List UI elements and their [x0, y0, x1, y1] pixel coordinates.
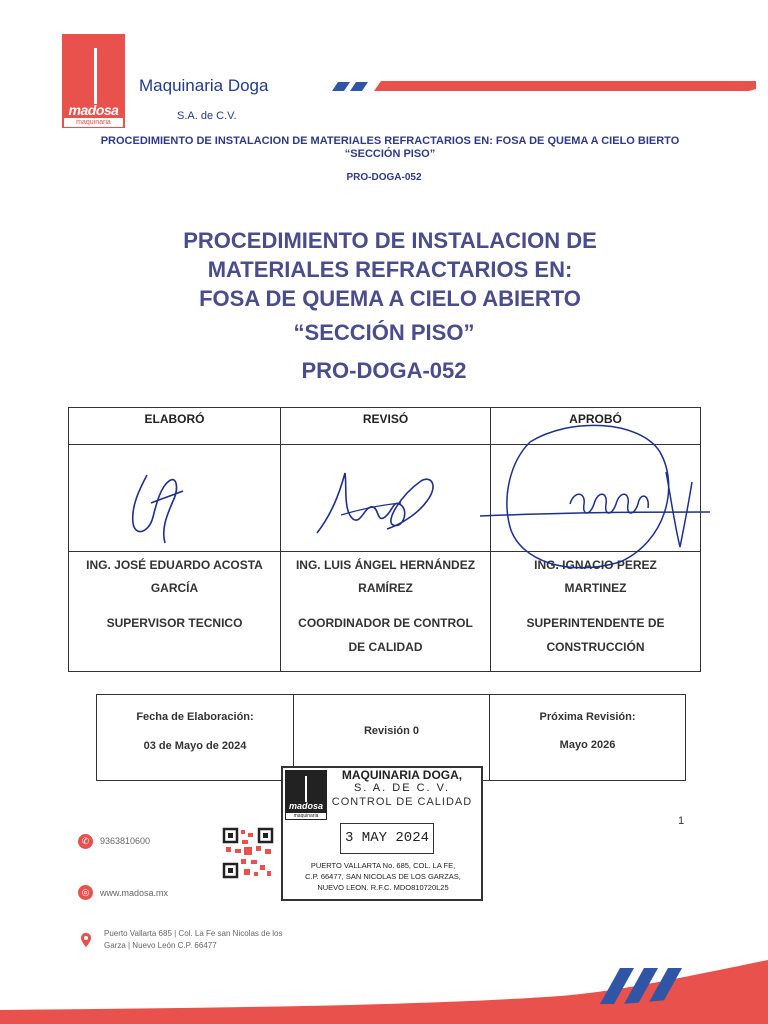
signature-column-reviso	[280, 408, 490, 671]
qr-code[interactable]	[222, 827, 274, 879]
revision-number: Revisión 0	[363, 725, 420, 737]
next-revision-label: Próxima Revisión:	[539, 711, 636, 723]
signer-name-line: ING. LUIS ÁNGEL HERNÁNDEZ	[295, 558, 476, 572]
main-title	[80, 226, 700, 313]
handwritten-signature	[69, 445, 280, 551]
document-code: PRO-DOGA-052	[301, 358, 467, 383]
signer-role-line: SUPERVISOR TECNICO	[106, 616, 243, 630]
signature-box	[281, 445, 490, 552]
section-title: “SECCIÓN PISO”	[293, 320, 475, 345]
header-title-line: PROCEDIMIENTO DE INSTALACION DE MATERIALES REFRACTARIOS EN: FOSA DE QUEMA A CIELO BIERTO	[100, 135, 680, 147]
signer-name-line: GARCÍA	[150, 581, 199, 595]
next-revision-value: Mayo 2026	[559, 739, 616, 751]
footer-website[interactable]: www.madosa.mx	[100, 888, 169, 898]
signer-role-line: COORDINADOR DE CONTROL	[298, 616, 473, 630]
signer-name-line: MARTINEZ	[564, 581, 627, 595]
logo-subtitle: maquinaria	[64, 118, 123, 127]
signer-name-line: ING. JOSÉ EDUARDO ACOSTA	[86, 558, 263, 572]
stamp-company-suffix: S. A. DE C. V.	[353, 782, 451, 794]
stamp-logo-wordmark: madosa	[288, 801, 323, 811]
signer-name	[285, 554, 486, 600]
signer-name-line: ING. IGNACIO PEREZ	[534, 558, 657, 572]
signature-header: APROBÓ	[491, 408, 700, 445]
stamp-company-name: MAQUINARIA DOGA,	[341, 768, 463, 782]
company-logo	[62, 34, 125, 128]
stamp-logo-subtitle: maquinaria	[286, 813, 326, 819]
stamp-address	[286, 860, 480, 893]
page-number: 1	[678, 815, 685, 827]
signature-header: REVISÓ	[281, 408, 490, 445]
signer-role-line: SUPERINTENDENTE DE	[526, 616, 665, 630]
elaboration-date-value: 03 de Mayo de 2024	[143, 740, 247, 752]
signer-role-line: CONSTRUCCIÓN	[546, 640, 645, 654]
globe-icon: ◎	[78, 885, 93, 900]
main-title-line: MATERIALES REFRACTARIOS EN:	[207, 257, 573, 282]
stamp-logo	[285, 770, 327, 820]
main-title-line: FOSA DE QUEMA A CIELO ABIERTO	[199, 286, 581, 311]
footer-wave-decoration	[0, 950, 768, 1024]
elaboration-date-cell	[97, 695, 293, 780]
header-document-title	[70, 135, 710, 161]
footer-phone: 9363810600	[100, 836, 151, 846]
handwritten-signature	[281, 445, 491, 551]
header-document-code: PRO-DOGA-052	[346, 172, 422, 183]
stamp-address-line: NUEVO LEON. R.F.C. MDO810720L25	[317, 883, 449, 892]
stamp-address-line: C.P. 66477, SAN NICOLAS DE LOS GARZAS,	[305, 872, 461, 881]
header-stripe-decoration	[328, 79, 756, 93]
signer-name	[73, 554, 276, 600]
logo-wordmark: madosa	[68, 102, 119, 118]
company-name: Maquinaria Doga	[139, 76, 269, 95]
location-pin-icon	[80, 932, 92, 948]
footer-address-line: Puerto Vallarta 685 | Col. La Fe san Nicolas de los	[104, 929, 283, 938]
stamp-department: CONTROL DE CALIDAD	[331, 796, 473, 808]
stamp-date: 3 MAY 2024	[340, 823, 434, 854]
main-title-line: PROCEDIMIENTO DE INSTALACION DE	[183, 228, 597, 253]
company-suffix: S.A. de C.V.	[177, 110, 237, 122]
next-revision-cell	[489, 695, 685, 780]
quality-control-stamp	[281, 766, 483, 901]
signer-role	[73, 611, 276, 635]
header-title-section: “SECCIÓN PISO”	[344, 148, 436, 160]
signature-box	[69, 445, 280, 552]
signer-role	[495, 611, 696, 659]
signature-header: ELABORÓ	[69, 408, 280, 445]
signer-role-line: DE CALIDAD	[348, 640, 423, 654]
phone-icon: ✆	[78, 834, 93, 849]
footer-address	[104, 928, 334, 952]
elaboration-date-label: Fecha de Elaboración:	[136, 711, 254, 723]
signer-role	[285, 611, 486, 659]
handwritten-signature-aprobo	[470, 412, 720, 582]
footer-address-line: Garza | Nuevo León C.P. 66477	[104, 941, 217, 950]
signature-column-elaboro	[69, 408, 280, 671]
signer-name-line: RAMÍREZ	[358, 581, 413, 595]
stamp-address-line: PUERTO VALLARTA No. 685, COL. LA FE,	[310, 861, 456, 870]
